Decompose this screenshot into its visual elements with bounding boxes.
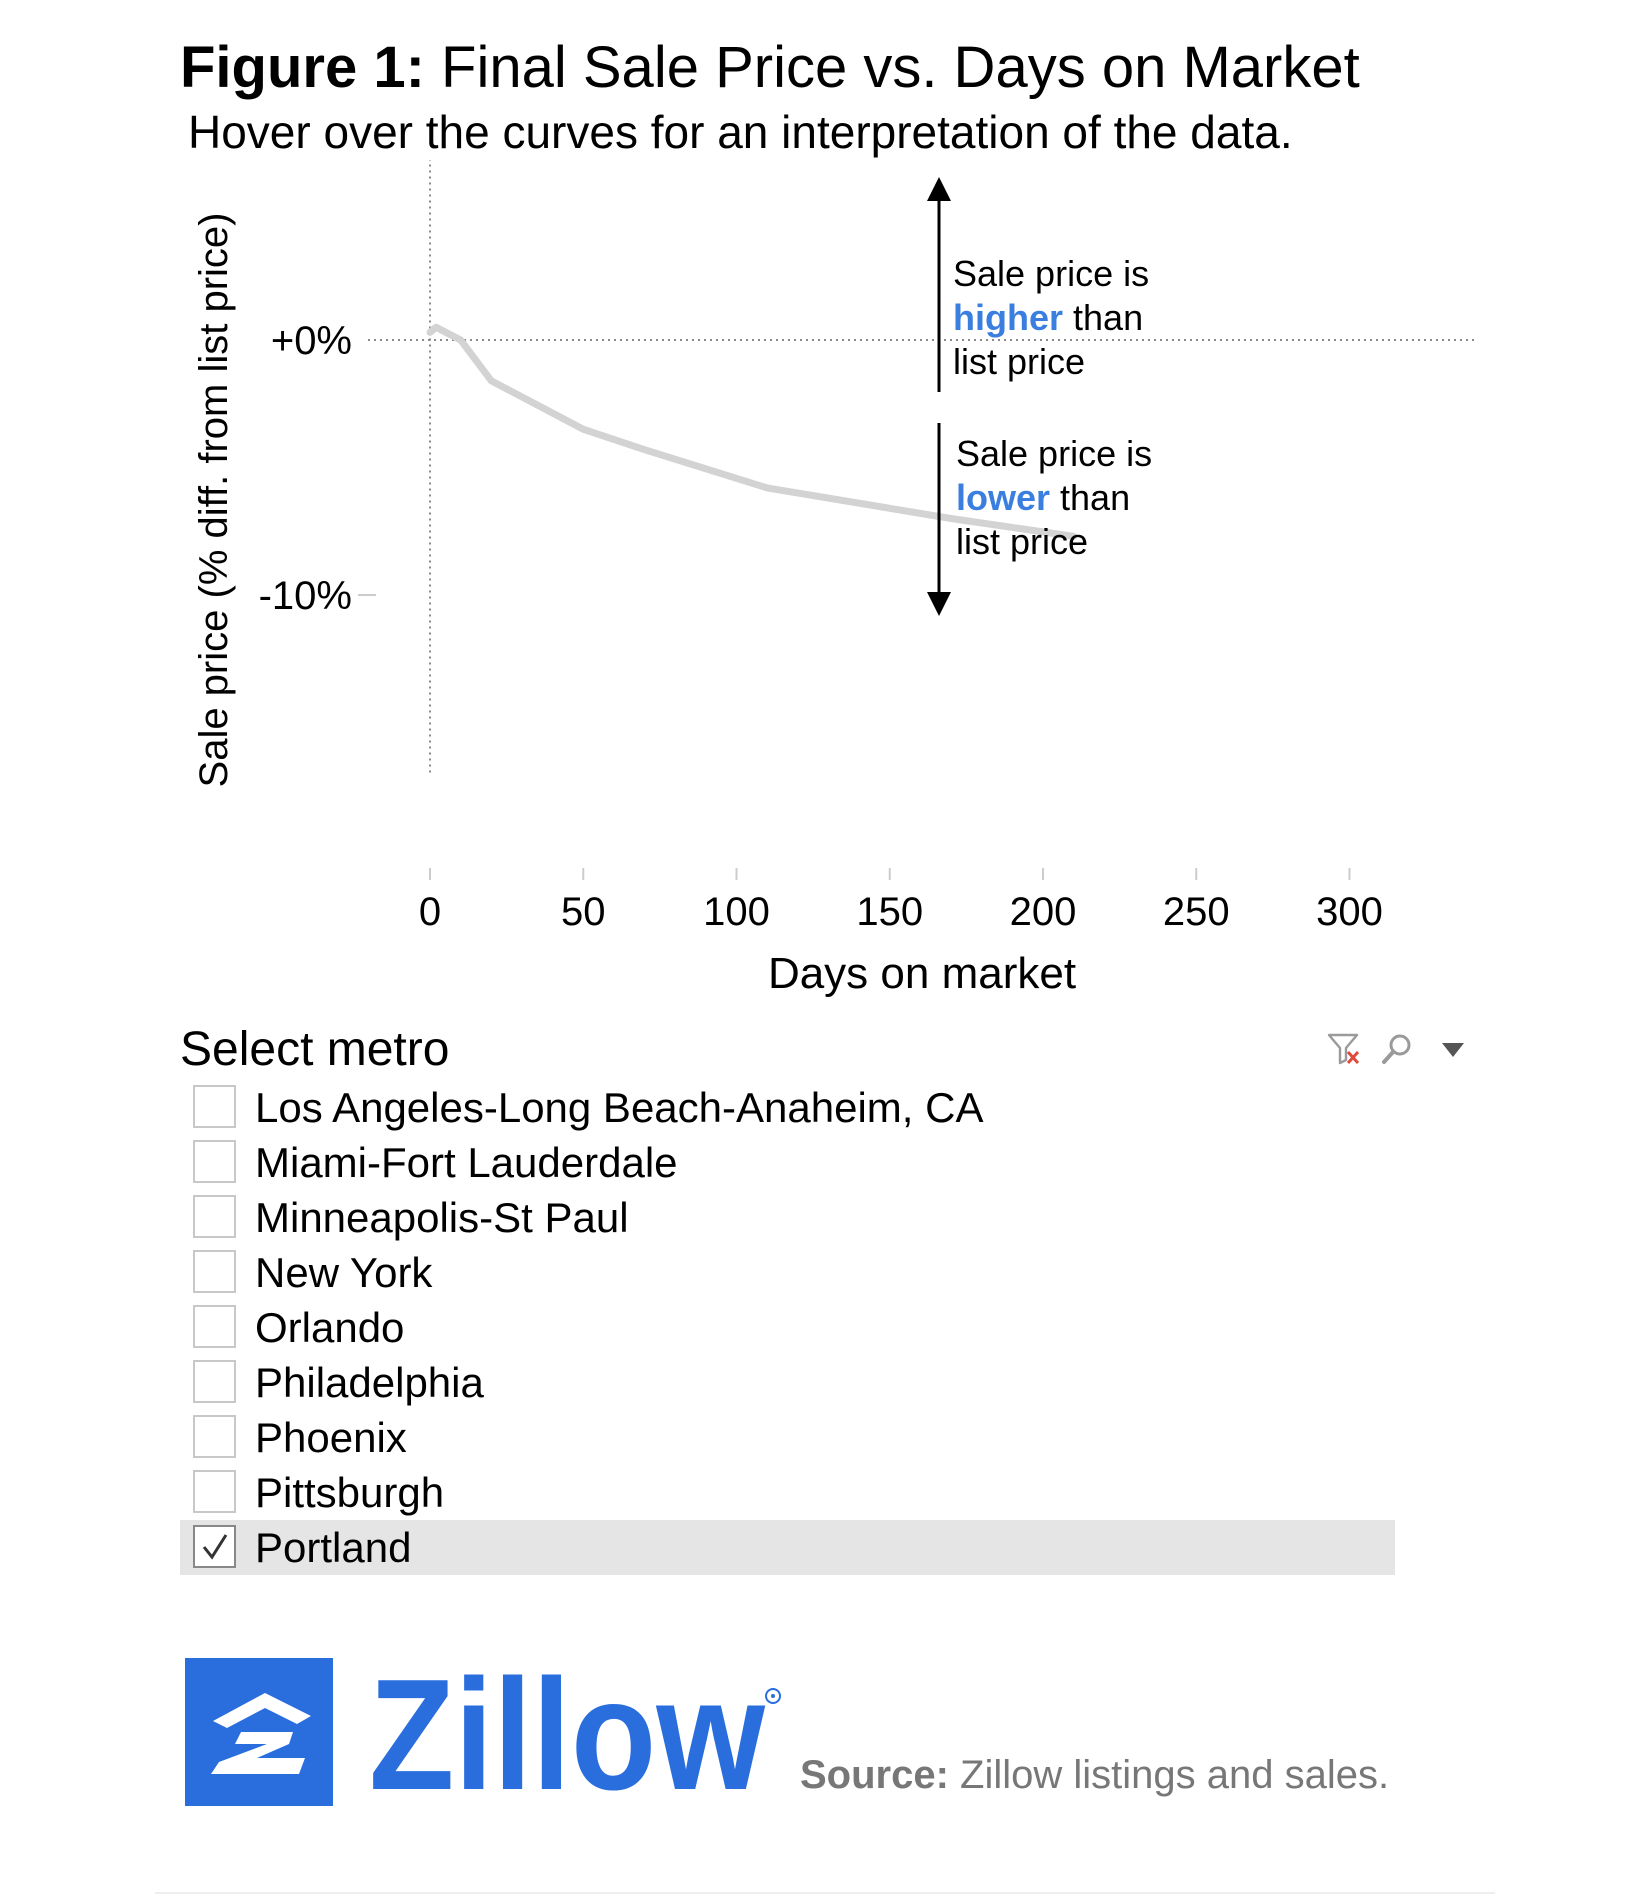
higher-annotation xyxy=(953,253,1159,382)
x-tick-label: 0 xyxy=(418,890,442,934)
x-tick-label: 300 xyxy=(1316,890,1383,934)
y-tick-label: -10% xyxy=(258,574,352,618)
chart xyxy=(0,160,1650,1000)
checkbox[interactable] xyxy=(193,1195,236,1238)
search-icon[interactable] xyxy=(1380,1032,1414,1066)
higher-keyword: higher xyxy=(953,297,1064,338)
checkbox[interactable] xyxy=(193,1360,236,1403)
metro-checkbox-list xyxy=(180,1080,1395,1575)
metro-option[interactable] xyxy=(180,1245,1395,1300)
source-label: Source: xyxy=(800,1753,949,1797)
zillow-logo xyxy=(185,1658,785,1818)
metro-option[interactable] xyxy=(180,1135,1395,1190)
x-tick-label: 150 xyxy=(856,890,924,934)
footer xyxy=(185,1658,1485,1818)
dropdown-arrow-icon[interactable] xyxy=(1440,1040,1466,1060)
bottom-divider xyxy=(155,1892,1495,1894)
checkbox[interactable] xyxy=(193,1525,236,1568)
metro-option[interactable] xyxy=(180,1190,1395,1245)
checkbox[interactable] xyxy=(193,1085,236,1128)
metro-option[interactable] xyxy=(180,1355,1395,1410)
x-tick-label: 200 xyxy=(1009,890,1077,934)
metro-option-label: Pittsburgh xyxy=(255,1469,445,1516)
higher-annotation-line1: Sale price is xyxy=(953,253,1150,294)
source-note xyxy=(800,1750,1389,1800)
checkbox[interactable] xyxy=(193,1415,236,1458)
metro-option[interactable] xyxy=(180,1520,1395,1575)
checkbox[interactable] xyxy=(193,1140,236,1183)
metro-option-label: Minneapolis-St Paul xyxy=(255,1194,629,1241)
lower-annotation-line3: list price xyxy=(956,521,1089,562)
metro-option[interactable] xyxy=(180,1465,1395,1520)
metro-option-label: Miami-Fort Lauderdale xyxy=(255,1139,678,1186)
metro-option[interactable] xyxy=(180,1080,1395,1135)
metro-option-label: Los Angeles-Long Beach-Anaheim, CA xyxy=(255,1084,984,1131)
checkbox[interactable] xyxy=(193,1305,236,1348)
x-axis-label: Days on market xyxy=(767,949,1077,998)
higher-annotation-line2-rest: than xyxy=(1063,297,1144,338)
checkbox[interactable] xyxy=(193,1470,236,1513)
y-axis-label: Sale price (% diff. from list price) xyxy=(192,212,236,788)
figure-title xyxy=(180,30,1360,106)
x-tick-label: 50 xyxy=(561,890,606,934)
clear-filter-icon[interactable] xyxy=(1327,1032,1363,1066)
y-tick-label: +0% xyxy=(270,319,352,363)
metro-option[interactable] xyxy=(180,1300,1395,1355)
metro-option-label: Phoenix xyxy=(255,1414,407,1461)
figure-title-text: Final Sale Price vs. Days on Market xyxy=(441,35,1360,100)
metro-option-label: Portland xyxy=(255,1524,412,1571)
metro-option-label: New York xyxy=(255,1249,433,1296)
figure-subtitle: Hover over the curves for an interpretation of the data. xyxy=(188,106,1293,158)
lower-annotation-line2-rest: than xyxy=(1050,477,1131,518)
source-value: Zillow listings and sales. xyxy=(948,1753,1390,1797)
checkmark-icon xyxy=(200,1532,230,1562)
metro-filter-title: Select metro xyxy=(180,1023,450,1076)
figure-number: Figure 1: xyxy=(180,35,425,100)
lower-keyword: lower xyxy=(956,477,1051,518)
metro-option-label: Philadelphia xyxy=(255,1359,484,1406)
higher-annotation-line3: list price xyxy=(953,341,1086,382)
x-tick-label: 250 xyxy=(1162,890,1230,934)
checkbox[interactable] xyxy=(193,1250,236,1293)
x-tick-label: 100 xyxy=(703,890,770,934)
metro-option-label: Orlando xyxy=(255,1304,405,1351)
metro-option[interactable] xyxy=(180,1410,1395,1465)
zillow-wordmark: Zillow xyxy=(369,1658,766,1818)
lower-annotation-line1: Sale price is xyxy=(956,433,1153,474)
lower-annotation xyxy=(956,433,1162,562)
